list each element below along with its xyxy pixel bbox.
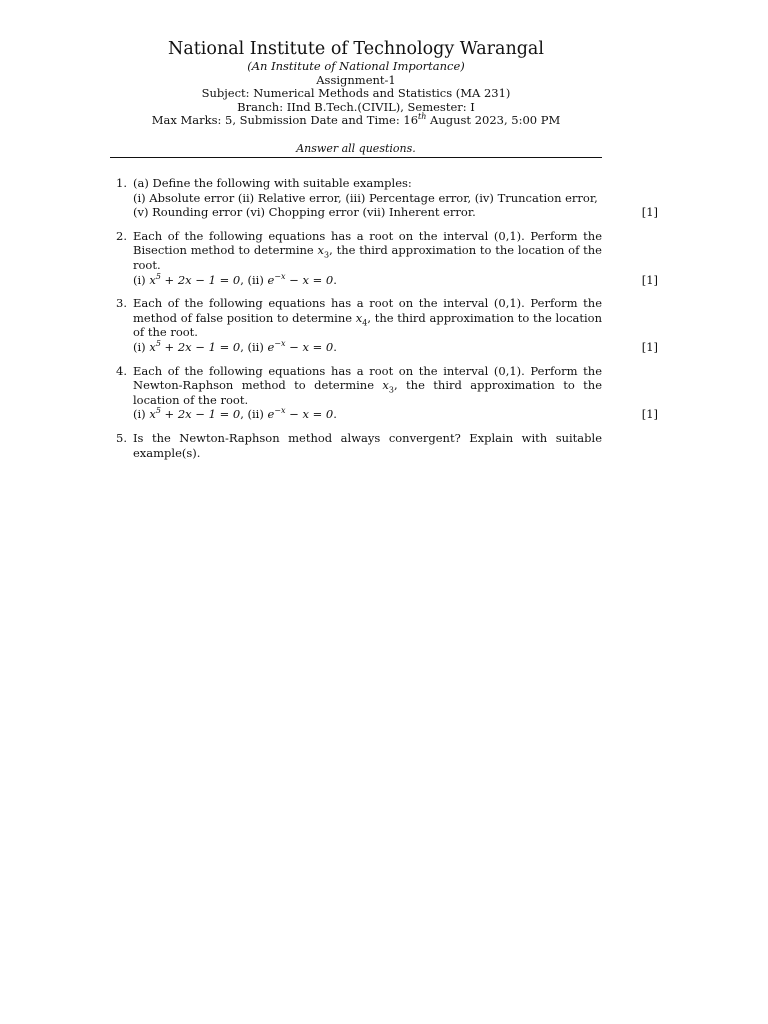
question-4 (110, 364, 658, 422)
question-number: 1. (116, 176, 127, 190)
institute-tagline: (An Institute of National Importance) (247, 59, 465, 73)
question-1 (110, 176, 658, 220)
institute-name: National Institute of Technology Warangal (168, 39, 544, 59)
header-divider (110, 157, 602, 158)
question-number: 3. (116, 296, 127, 311)
equation-2: $e^{-x} - x = 0$ (267, 271, 334, 287)
question-number: 4. (116, 363, 127, 378)
math-subscript: 3 (324, 250, 330, 260)
assignment-title: Assignment-1 (316, 72, 396, 87)
math-variable: x (317, 243, 325, 258)
question-text: Each of the following equations has a root on the interval (0,1). Perform the Newton-Raphson method to determine (133, 363, 602, 393)
question-5 (110, 431, 658, 460)
equation-2: $e^{-x} - x = 0$ (267, 406, 334, 422)
question-3 (110, 296, 658, 354)
marks-badge: [1] (641, 339, 658, 354)
document-header (110, 38, 602, 128)
marks-badge: [1] (641, 407, 658, 422)
question-number: 5. (116, 430, 127, 445)
question-line: (v) Rounding error (vi) Chopping error (vii) Inherent error. (133, 205, 476, 220)
question-text: , the third approximation to the location of the root. (133, 243, 602, 272)
instruction-text: Answer all questions. (296, 142, 416, 155)
subject-line: Subject: Numerical Methods and Statistics (MA 231) (201, 86, 511, 101)
question-2 (110, 229, 658, 287)
branch-line: Branch: IInd B.Tech.(CIVIL), Semester: I (237, 99, 475, 114)
math-subscript: 4 (362, 318, 368, 328)
marks-superscript: th (418, 112, 427, 122)
equation-2: $e^{-x} - x = 0$ (267, 339, 334, 354)
question-text: , the third approximation to the location of the root. (133, 378, 603, 407)
equation-1: $x^5 + 2x - 1 = 0$ (149, 271, 241, 287)
question-list (110, 176, 658, 469)
equation-1: $x^5 + 2x - 1 = 0$ (149, 406, 241, 422)
math-subscript: 3 (388, 385, 394, 395)
math-variable: x (382, 378, 389, 393)
question-text: , the third approximation to the location of the root. (133, 310, 603, 340)
marks-line (110, 114, 602, 128)
marks-prefix: Max Marks: 5, Submission Date and Time: 16 (151, 113, 419, 128)
math-variable: x (355, 310, 363, 325)
marks-badge: [1] (641, 272, 658, 287)
question-body: Each of the following equations has a root on the interval (0,1). Perform the Newton-Raphson method to determine $x_3$, the third approximation to the location of the root. (i) $x^5 + 2x - 1 = 0$, (ii) $e^{-x} - x = 0$. (133, 363, 603, 422)
marks-badge: [1] (641, 205, 658, 220)
question-body: Is the Newton-Raphson method always convergent? Explain with suitable example(s). (133, 430, 602, 460)
question-body: Each of the following equations has a root on the interval (0,1). Perform the Bisection method to determine $x_3$, the third approximation to the location of the root. (i) $x^5 + 2x - 1 = 0$, (ii) $e^{-x} - x = 0$. (133, 228, 602, 287)
question-text: Each of the following equations has a root on the interval (0,1). Perform the Bisection method to determine (133, 228, 602, 258)
question-line: (a) Define the following with suitable examples: (133, 176, 412, 190)
question-body (133, 176, 602, 220)
marks-suffix: August 2023, 5:00 PM (426, 113, 561, 128)
question-body: Each of the following equations has a root on the interval (0,1). Perform the method of false position to determine $x_4$, the third approximation to the location of the root. (i) $x^5 + 2x - 1 = 0$, (ii) $e^{-x} - x = 0$. (133, 296, 603, 354)
equation-1: $x^5 + 2x - 1 = 0$ (149, 339, 241, 354)
question-line: (i) Absolute error (ii) Relative error, (iii) Percentage error, (iv) Truncation error, (133, 190, 598, 205)
question-number: 2. (116, 228, 127, 243)
question-text: Each of the following equations has a root on the interval (0,1). Perform the method of false position to determine (133, 296, 602, 325)
